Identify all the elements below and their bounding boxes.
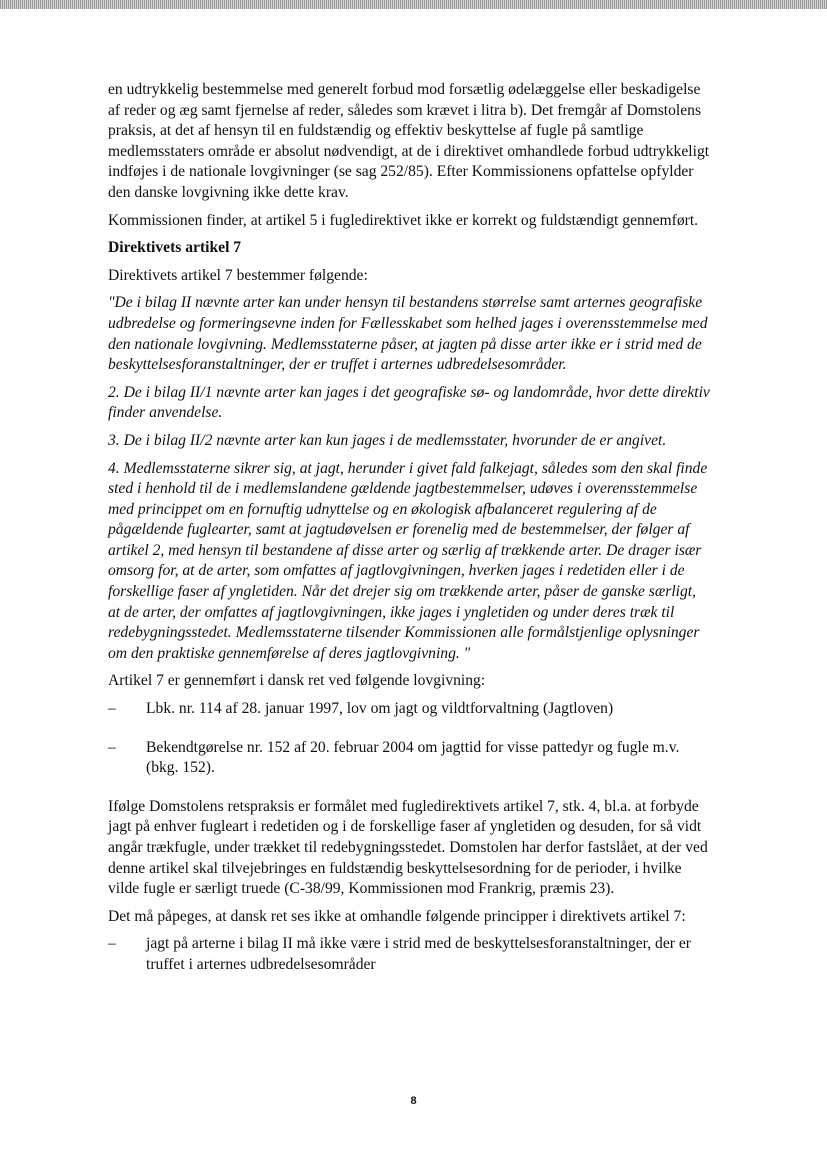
quote-paragraph-1: "De i bilag II nævnte arter kan under hensyn til bestandens størrelse samt arternes geografiske udbredelse og formeringsevne inden for Fællesskabet som helhed jages i overensstemmelse med den nationale lovgivning. Medlemsstaterne påser, at jagten på disse arter ikke er i strid med de beskyttelsesforanstaltninger, der er truffet i arternes udbredelsesområder. <box>108 294 708 374</box>
paragraph-4: Artikel 7 er gennemført i dansk ret ved følgende lovgivning: <box>108 672 486 690</box>
list-item <box>108 934 712 975</box>
list-item-text: Bekendtgørelse nr. 152 af 20. februar 2004 om jagttid for visse pattedyr og fugle m.v. (bkg. 152). <box>146 738 680 777</box>
list-item-text: Lbk. nr. 114 af 28. januar 1997, lov om jagt og vildtforvaltning (Jagtloven) <box>146 700 614 718</box>
section-heading: Direktivets artikel 7 <box>108 239 242 257</box>
paragraph-2: Kommissionen finder, at artikel 5 i fugledirektivet ikke er korrekt og fuldstændigt gennemført. <box>108 211 699 229</box>
page-number: 8 <box>410 1095 417 1107</box>
quote-paragraph-4: 4. Medlemsstaterne sikrer sig, at jagt, herunder i givet fald falkejagt, således som den skal finde sted i henhold til de i medlemslandene gældende jagtbestemmelser, udøves i overensstemmelse med princippet om en fornuftig udnyttelse og en økologisk afbalanceret regulering af de pågældende fuglearter, samt at jagtudøvelsen er forenelig med de bestemmelser, der følger af artikel 2, med hensyn til bestandene af disse arter og særlig af trækkende arter. De drager især omsorg for, at de arter, som omfattes af jagtlovgivningen, hverken jages i redetiden eller i de forskellige faser af yngletiden. Når det drejer sig om trækkende arter, påser de ganske særligt, at de arter, der omfattes af jagtlovgivningen, ikke jages i yngletiden og under deres træk til redebygningsstedet. Medlemsstaterne tilsender Kommissionen alle formålstjenlige oplysninger om den praktiske gennemførelse af deres jagtlovgivning. " <box>108 459 708 662</box>
document-page <box>108 80 712 983</box>
list-item-text: jagt på arterne i bilag II må ikke være i strid med de beskyttelsesforanstaltninger, der er truffet i arternes udbredelsesområder <box>146 935 691 973</box>
paragraph-3: Direktivets artikel 7 bestemmer følgende: <box>108 266 368 284</box>
list-dash: – <box>108 738 116 756</box>
paragraph-5: Ifølge Domstolens retspraksis er formålet med fugledirektivets artikel 7, stk. 4, bl.a. at forbyde jagt på enhver fugleart i redetiden og i de forskellige faser af yngletiden og desuden, for så vidt angår trækfugle, under trækket til redebygningsstedet. Domstolen har derfor fastslået, at der ved denne artikel skal tilvejebringes en fuldstændig beskyttelsesordning for de perioder, i hvilke vilde fugle er særligt truede (C-38/99, Kommissionen mod Frankrig, præmis 23). <box>108 797 708 898</box>
paragraph-6: Det må påpeges, at dansk ret ses ikke at omhandle følgende principper i direktivets artikel 7: <box>108 907 686 925</box>
scan-edge-strip <box>0 0 827 9</box>
quote-paragraph-2: 2. De i bilag II/1 nævnte arter kan jages i det geografiske sø- og landområde, hvor dette direktiv finder anvendelse. <box>108 383 710 422</box>
list-item <box>108 738 712 779</box>
paragraph-1: en udtrykkelig bestemmelse med generelt forbud mod forsætlig ødelæggelse eller beskadigelse af reder og æg samt fjernelse af reder, således som krævet i litra b). Det fremgår af Domstolens praksis, at det af hensyn til en fuldstændig og effektiv beskyttelse af fugle på samtlige medlemsstaters område er absolut nødvendigt, at de i direktivet omhandlede forbud udtrykkeligt indføjes i de nationale lovgivninger (se sag 252/85). Efter Kommissionens opfattelse opfylder den danske lovgivning ikke dette krav. <box>108 81 710 201</box>
list-item <box>108 699 712 720</box>
principles-list <box>108 934 712 975</box>
list-dash: – <box>108 935 116 953</box>
quote-paragraph-3: 3. De i bilag II/2 nævnte arter kan kun jages i de medlemsstater, hvorunder de er angivet. <box>108 431 667 449</box>
legislation-list <box>108 699 712 779</box>
list-dash: – <box>108 700 116 718</box>
